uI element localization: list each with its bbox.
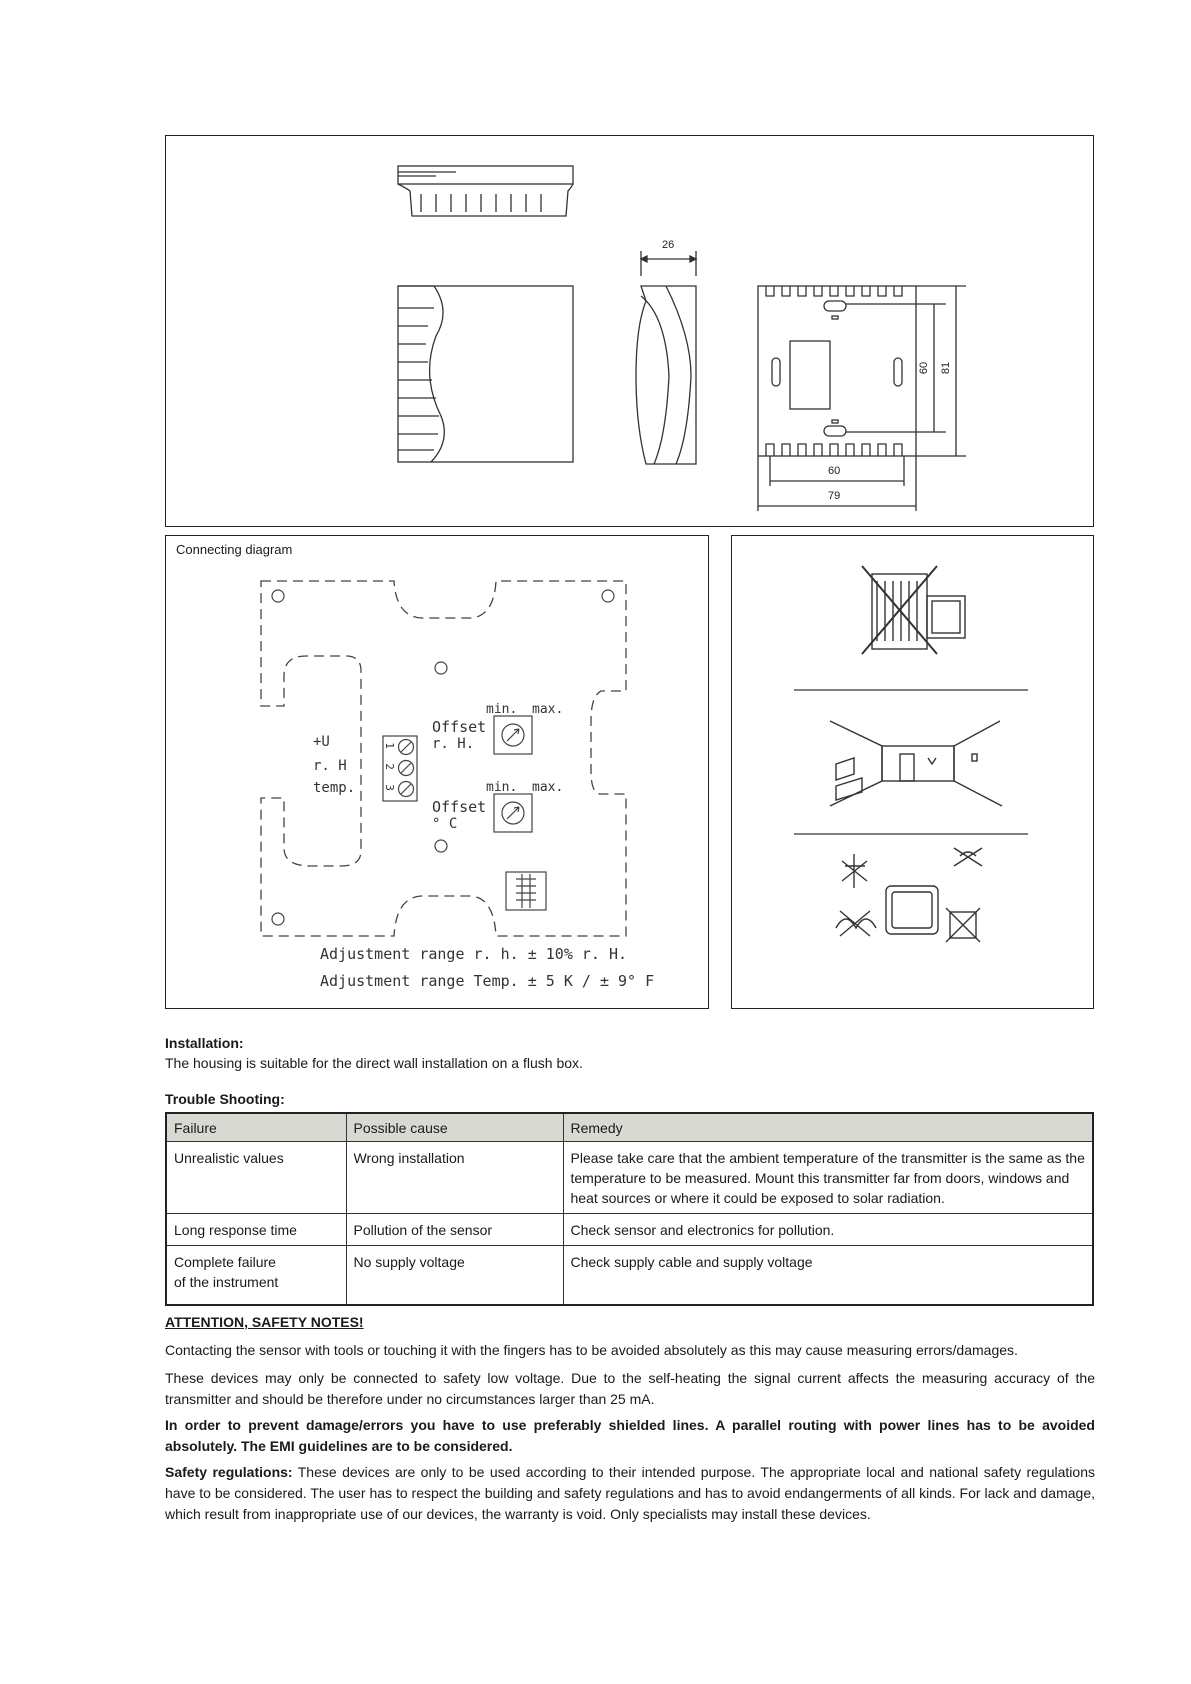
trouble-shooting-heading: Trouble Shooting: <box>165 1091 285 1107</box>
room-placement-illustration <box>830 721 1002 806</box>
terminal-number: 2 <box>382 763 396 770</box>
connecting-diagram <box>165 535 709 1009</box>
safety-paragraph-tools: Contacting the sensor with tools or touching it with the fingers has to be avoided absolutely as this may cause measuring errors/damages. <box>165 1342 1018 1358</box>
mounting-guidelines-figure <box>731 535 1094 1009</box>
table-row <box>166 1142 1093 1214</box>
header-remedy: Remedy <box>563 1113 1093 1142</box>
inner-height-dimension-label: 60 <box>918 361 931 375</box>
header-possible-cause: Possible cause <box>346 1113 563 1142</box>
safety-regulations-text: These devices are only to be used according to their intended purpose. The appropriate local and national safety regulations have to be considered. The user has to respect the building and safety regulations and has to avoid endangerments of all kinds. For lack and damage, which result from inappropriate use of our devices, the warranty is void. Only specialists may install these devices. <box>165 1464 1095 1522</box>
trouble-shooting-table <box>165 1112 1094 1306</box>
dimensions-figure <box>165 135 1094 527</box>
cause-cell: Pollution of the sensor <box>346 1214 563 1246</box>
table-header-row <box>166 1113 1093 1142</box>
remedy-cell: Check sensor and electronics for pollution. <box>563 1214 1093 1246</box>
failure-cell: Long response time <box>166 1214 346 1246</box>
terminal-number: 3 <box>382 784 396 791</box>
safety-regulations-lead: Safety regulations: <box>165 1464 293 1480</box>
temp-pot-min-label: min. <box>486 780 518 795</box>
header-failure: Failure <box>166 1113 346 1142</box>
no-radiator-illustration <box>862 566 965 654</box>
failure-cell <box>166 1246 346 1306</box>
safety-paragraph-voltage: These devices may only be connected to safety low voltage. Due to the self-heating the signal current affects the measuring accuracy of the transmitter and should be therefore under no circumstances larger than 25 mA. <box>165 1370 1095 1407</box>
adjustment-range-rh: Adjustment range r. h. ± 10% r. H. <box>320 945 628 963</box>
safety-paragraph-regulations <box>165 1462 1095 1525</box>
hazard-avoidance-illustration <box>836 848 982 942</box>
cause-cell: No supply voltage <box>346 1246 563 1306</box>
rh-offset-unit-label: r. H. <box>432 736 475 752</box>
housing-drawings <box>166 136 1095 528</box>
outer-width-dimension-label: 79 <box>828 490 841 502</box>
remedy-cell: Please take care that the ambient temperature of the transmitter is the same as the temperature to be measured. Mount this transmitter far from doors, windows and heat sources or where it could be exposed to solar radiation. <box>563 1142 1093 1214</box>
rh-pot-max-label: max. <box>532 702 564 717</box>
installation-text: The housing is suitable for the direct wall installation on a flush box. <box>165 1055 583 1071</box>
table-row <box>166 1214 1093 1246</box>
terminal-label-supply: +U <box>313 734 330 750</box>
board-outline <box>166 536 710 1010</box>
inner-width-dimension-label: 60 <box>828 465 841 477</box>
terminal-label-temp: temp. <box>313 780 356 796</box>
remedy-cell: Check supply cable and supply voltage <box>563 1246 1093 1306</box>
connecting-diagram-title: Connecting diagram <box>176 542 293 557</box>
depth-dimension-label: 26 <box>662 239 675 251</box>
outer-height-dimension-label: 81 <box>940 361 953 375</box>
installation-heading: Installation: <box>165 1035 244 1051</box>
top-view-drawing <box>398 166 573 216</box>
table-row <box>166 1246 1093 1306</box>
failure-cell-line1: Complete failure <box>174 1254 276 1270</box>
terminal-label-rh: r. H <box>313 758 347 774</box>
back-view-drawing <box>758 286 966 511</box>
temp-pot-max-label: max. <box>532 780 564 795</box>
adjustment-range-temp: Adjustment range Temp. ± 5 K / ± 9° F <box>320 972 655 990</box>
front-view-drawing <box>398 286 573 462</box>
rh-offset-label: Offset <box>432 718 487 736</box>
safety-notes-heading: ATTENTION, SAFETY NOTES! <box>165 1314 364 1330</box>
mounting-illustrations <box>732 536 1095 1010</box>
temp-offset-unit-label: ° C <box>432 816 458 832</box>
failure-cell-line2: of the instrument <box>174 1274 279 1290</box>
side-view-drawing <box>636 251 696 464</box>
terminal-number: 1 <box>382 742 396 749</box>
rh-pot-min-label: min. <box>486 702 518 717</box>
safety-paragraph-shielding: In order to prevent damage/errors you have to use preferably shielded lines. A parallel routing with power lines has to be avoided absolutely. The EMI guidelines are to be considered. <box>165 1417 1095 1454</box>
failure-cell: Unrealistic values <box>166 1142 346 1214</box>
cause-cell: Wrong installation <box>346 1142 563 1214</box>
temp-offset-label: Offset <box>432 798 487 816</box>
